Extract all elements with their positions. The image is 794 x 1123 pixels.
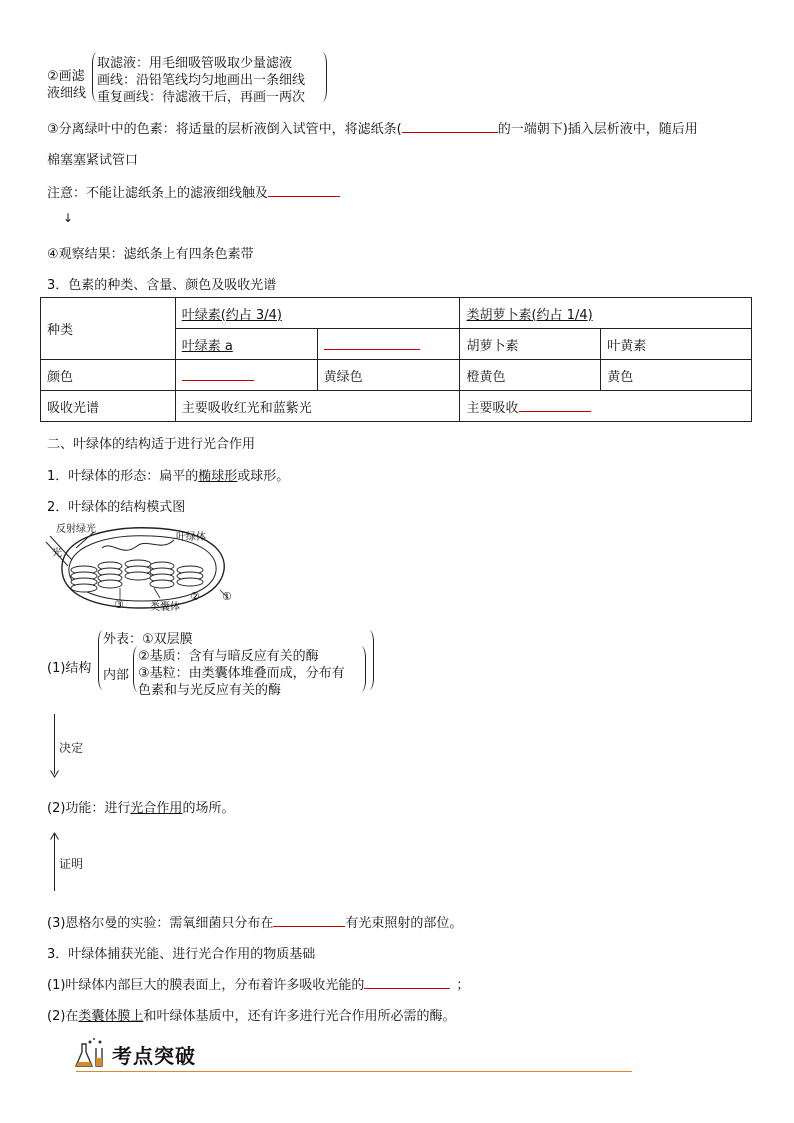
answer-blank-color-a[interactable] <box>182 366 254 381</box>
carotene: 胡萝卜素 <box>460 329 601 360</box>
separate-step-line-1 <box>47 118 698 137</box>
banner-underline <box>76 1071 632 1072</box>
spectrum-carotenoid-prefix: 主要吸收 <box>466 400 519 416</box>
decide-arrow-head-icon <box>50 770 59 778</box>
basis-item-2-prefix: (2)在 <box>47 1009 79 1024</box>
spectrum-label: 吸收光谱 <box>41 391 176 422</box>
chlorophyll-group-text: 叶绿素(约占 3/4) <box>181 307 282 323</box>
structure-brace-right <box>369 630 374 690</box>
separate-step-line-2: 棉塞塞紧试管口 <box>47 153 139 168</box>
spectrum-carotenoid <box>460 391 752 422</box>
chlorophyll-group <box>175 298 460 329</box>
color-b: 黄绿色 <box>317 360 460 391</box>
function-suffix: 的场所。 <box>182 801 235 816</box>
spectrum-chlorophyll: 主要吸收红光和蓝紫光 <box>175 391 460 422</box>
engelmann-prefix: (3)恩格尔曼的实验：需氧细菌只分布在 <box>47 916 274 931</box>
filter-step-item-2: 画线：沿铅笔线均匀地画出一条细线 <box>97 73 306 88</box>
answer-blank-pigments[interactable] <box>364 974 450 989</box>
answer-blank-filter-strip[interactable] <box>402 118 498 133</box>
structure-grana-2: 色素和与光反应有关的酶 <box>138 683 282 698</box>
basis-item-2-suffix: 和叶绿体基质中，还有许多进行光合作用所必需的酶。 <box>143 1009 456 1024</box>
prove-label: 证明 <box>59 857 84 871</box>
table-row <box>41 298 752 329</box>
filter-step-brace-right <box>322 52 327 102</box>
note <box>47 182 340 201</box>
diagram-chloroplast-label: 叶绿体 <box>176 532 206 543</box>
morph-suffix: 或球形。 <box>237 469 290 484</box>
basis-item-1 <box>47 974 469 993</box>
color-carotene: 橙黄色 <box>460 360 601 391</box>
color-label: 颜色 <box>41 360 176 391</box>
answer-blank-engelmann[interactable] <box>273 912 345 927</box>
chlorophyll-a-cell <box>175 329 317 360</box>
xanthophyll: 叶黄素 <box>601 329 752 360</box>
pigment-table <box>40 297 752 422</box>
function-line <box>47 797 234 816</box>
chlorophyll-a: 叶绿素 a <box>181 338 233 354</box>
morph-underlined: 椭球形 <box>198 469 238 484</box>
basis-item-2-underlined: 类囊体膜上 <box>78 1009 144 1024</box>
color-a-cell <box>175 360 317 391</box>
answer-blank-chlorophyll-b[interactable] <box>324 335 420 350</box>
flask-icon <box>74 1036 110 1070</box>
table-row <box>41 391 752 422</box>
separate-step-text-after: 的一端朝下)插入层析液中，随后用 <box>497 122 698 137</box>
arrow-down-icon: ↓ <box>63 211 74 225</box>
kind-label: 种类 <box>41 298 176 360</box>
observe-result: ④观察结果：滤纸条上有四条色素带 <box>47 247 254 262</box>
function-underlined: 光合作用 <box>130 801 183 816</box>
basis-item-1-prefix: (1)叶绿体内部巨大的膜表面上，分布着许多吸收光能的 <box>47 978 365 993</box>
engelmann-line <box>47 912 462 931</box>
decide-arrow-line <box>54 714 55 774</box>
filter-step-label-2: 液细线 <box>47 86 87 101</box>
inner-brace-right <box>361 646 366 692</box>
diagram-num-2: ② <box>190 590 200 603</box>
morph-prefix: 1．叶绿体的形态：扁平的 <box>47 469 199 484</box>
separate-step-text-before: ③分离绿叶中的色素：将适量的层析液倒入试管中，将滤纸条( <box>47 122 402 137</box>
color-xanthophyll: 黄色 <box>601 360 752 391</box>
diagram-num-1: ① <box>222 590 232 603</box>
structure-stroma: ②基质：含有与暗反应有关的酶 <box>138 649 319 664</box>
section-3-title: 3．色素的种类、含量、颜色及吸收光谱 <box>47 278 277 293</box>
basis-item-1-suffix: ； <box>456 978 470 993</box>
model-title: 2．叶绿体的结构模式图 <box>47 500 186 515</box>
engelmann-suffix: 有光束照射的部位。 <box>345 916 463 931</box>
table-row <box>41 360 752 391</box>
banner-title: 考点突破 <box>112 1044 196 1068</box>
structure-label: (1)结构 <box>47 661 92 676</box>
filter-step-label-1: ②画滤 <box>47 69 85 84</box>
answer-blank-spectrum[interactable] <box>519 397 591 412</box>
part2-title: 二、叶绿体的结构适于进行光合作用 <box>47 437 256 452</box>
note-text: 注意：不能让滤纸条上的滤液细线触及 <box>47 186 269 201</box>
function-prefix: (2)功能：进行 <box>47 801 131 816</box>
filter-step-item-1: 取滤液：用毛细吸管吸取少量滤液 <box>97 56 293 71</box>
diagram-sunlight-label: 光 <box>52 548 62 559</box>
structure-inner-label: 内部 <box>103 668 130 683</box>
basis-title: 3．叶绿体捕获光能、进行光合作用的物质基础 <box>47 947 316 962</box>
carotenoid-group <box>460 298 752 329</box>
structure-outer: 外表：①双层膜 <box>103 632 193 647</box>
diagram-reflect-label: 反射绿光 <box>56 524 96 535</box>
morphology-line <box>47 465 289 484</box>
diagram-num-3: ③ <box>114 598 124 611</box>
decide-label: 决定 <box>59 741 84 755</box>
carotenoid-group-text: 类胡萝卜素(约占 1/4) <box>466 307 593 323</box>
basis-item-2 <box>47 1005 455 1024</box>
diagram-thylakoid-label: 类囊体 <box>150 602 180 613</box>
prove-arrow-line <box>54 833 55 891</box>
answer-blank-note[interactable] <box>268 182 340 197</box>
structure-grana-1: ③基粒：由类囊体堆叠而成，分布有 <box>138 666 345 681</box>
chlorophyll-b-cell <box>317 329 460 360</box>
filter-step-item-3: 重复画线：待滤液干后，再画一两次 <box>97 90 306 105</box>
